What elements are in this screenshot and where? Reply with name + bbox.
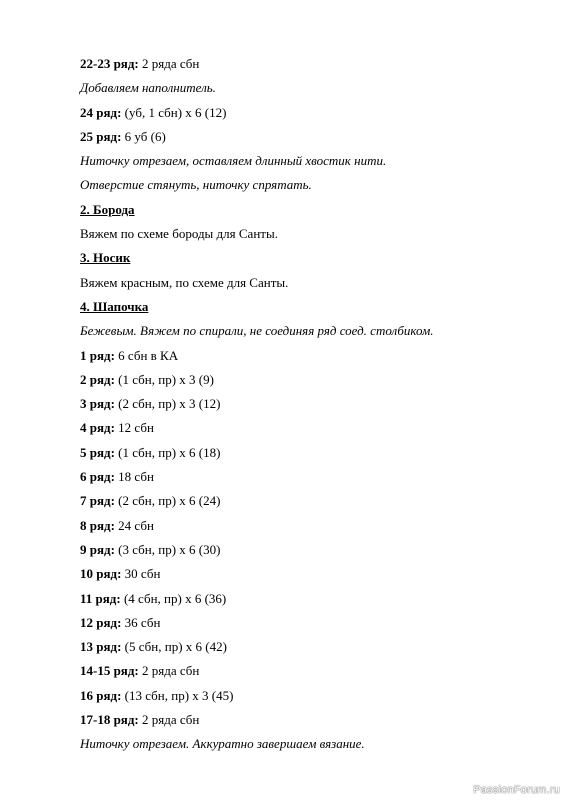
note-text: Добавляем наполнитель.	[80, 80, 216, 96]
row-instruction: 6 уб (6)	[121, 128, 166, 144]
row-instruction: 2 ряда сбн	[138, 56, 200, 71]
row-label: 2 ряд:	[80, 371, 115, 387]
row-instruction: 6 сбн в КА	[114, 347, 179, 363]
row-instruction: (1 сбн, пр) х 3 (9)	[114, 371, 214, 387]
row-label: 17-18 ряд:	[80, 712, 139, 728]
pattern-row	[80, 396, 520, 411]
row-instruction: (5 сбн, пр) х 6 (42)	[121, 639, 227, 655]
row-label: 13 ряд:	[80, 639, 122, 655]
pattern-row	[80, 688, 520, 703]
row-label: 8 ряд:	[80, 517, 115, 533]
row-label: 10 ряд:	[80, 566, 122, 582]
row-label: 9 ряд:	[80, 541, 115, 557]
row-instruction: 36 сбн	[121, 614, 161, 630]
row-instruction: 30 сбн	[121, 566, 161, 582]
pattern-row	[80, 518, 520, 533]
section-heading	[80, 202, 520, 217]
paragraph	[80, 226, 520, 241]
pattern-row	[80, 420, 520, 435]
row-instruction: 2 ряда сбн	[138, 712, 200, 728]
note-text: Ниточку отрезаем, оставляем длинный хвостик нити.	[80, 153, 387, 169]
heading-text: 4. Шапочка	[80, 298, 149, 314]
section-heading	[80, 250, 520, 265]
italic-note	[80, 736, 520, 751]
note-text: Отверстие стянуть, ниточку спрятать.	[80, 177, 312, 193]
row-instruction: (уб, 1 сбн) х 6 (12)	[121, 104, 227, 120]
note-text: Ниточку отрезаем. Аккуратно завершаем вязание.	[80, 736, 365, 752]
row-label: 25 ряд:	[80, 128, 122, 144]
row-label: 1 ряд:	[80, 347, 115, 363]
row-instruction: (3 сбн, пр) х 6 (30)	[114, 541, 221, 557]
pattern-row	[80, 469, 520, 484]
site-watermark: PassionForum.ru	[473, 784, 560, 796]
row-label: 22-23 ряд:	[80, 56, 139, 71]
pattern-row	[80, 542, 520, 557]
pattern-row	[80, 591, 520, 606]
paragraph-text: Вяжем по схеме бороды для Санты.	[80, 226, 278, 242]
italic-note	[80, 153, 520, 168]
pattern-row	[80, 348, 520, 363]
row-label: 11 ряд:	[80, 590, 121, 606]
pattern-row	[80, 566, 520, 581]
pattern-row	[80, 639, 520, 654]
row-label: 16 ряд:	[80, 687, 122, 703]
row-instruction: (2 сбн, пр) х 3 (12)	[114, 396, 221, 412]
row-instruction: (1 сбн, пр) х 6 (18)	[114, 444, 221, 460]
pattern-row	[80, 105, 520, 120]
pattern-row	[80, 493, 520, 508]
pattern-row	[80, 445, 520, 460]
pattern-row	[80, 129, 520, 144]
heading-text: 3. Носик	[80, 250, 131, 266]
row-instruction: (4 сбн, пр) х 6 (36)	[120, 590, 227, 606]
row-instruction: 12 сбн	[114, 420, 154, 436]
row-label: 3 ряд:	[80, 396, 115, 412]
row-instruction: 2 ряда сбн	[138, 663, 200, 679]
section-heading	[80, 299, 520, 314]
pattern-row	[80, 615, 520, 630]
row-label: 14-15 ряд:	[80, 663, 139, 679]
row-label: 12 ряд:	[80, 614, 122, 630]
pattern-row	[80, 712, 520, 727]
row-instruction: (13 сбн, пр) х 3 (45)	[121, 687, 234, 703]
row-instruction: 24 сбн	[114, 517, 154, 533]
row-instruction: (2 сбн, пр) х 6 (24)	[114, 493, 221, 509]
heading-text: 2. Борода	[80, 201, 135, 217]
paragraph-text: Вяжем красным, по схеме для Санты.	[80, 274, 289, 290]
pattern-row	[80, 663, 520, 678]
row-label: 7 ряд:	[80, 493, 115, 509]
italic-note	[80, 177, 520, 192]
row-instruction: 18 сбн	[114, 469, 154, 485]
paragraph	[80, 275, 520, 290]
pattern-row	[80, 372, 520, 387]
row-label: 6 ряд:	[80, 469, 115, 485]
document-page	[80, 56, 520, 761]
italic-note	[80, 80, 520, 95]
pattern-row	[80, 56, 520, 71]
row-label: 5 ряд:	[80, 444, 115, 460]
italic-note	[80, 323, 520, 338]
note-text: Бежевым. Вяжем по спирали, не соединяя ряд соед. столбиком.	[80, 323, 434, 339]
row-label: 4 ряд:	[80, 420, 115, 436]
row-label: 24 ряд:	[80, 104, 122, 120]
